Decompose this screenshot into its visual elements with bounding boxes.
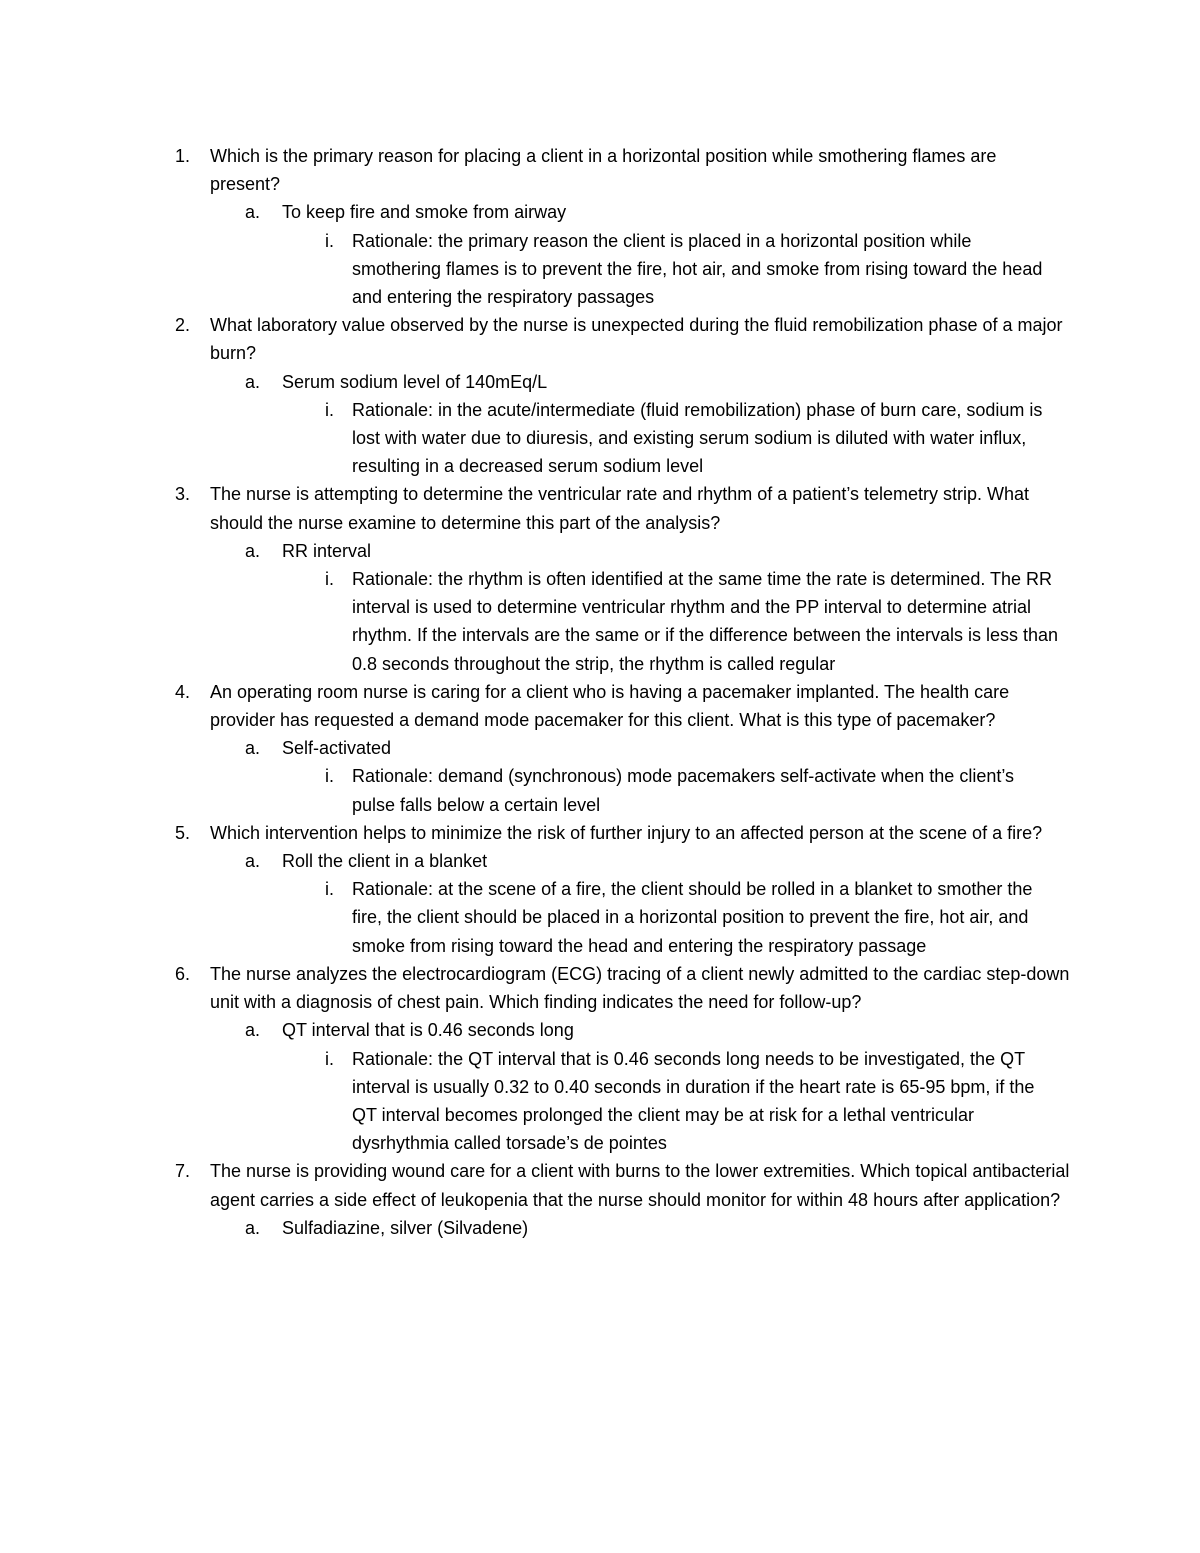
rationale-text: Rationale: at the scene of a fire, the client should be rolled in a blanket to smother the fire, the client should be placed in a horizontal position to prevent the fire, hot air, and smoke from rising toward the head and entering the respiratory passage <box>352 879 1033 956</box>
answer-item <box>0 198 1062 226</box>
rationale-text: Rationale: the rhythm is often identified at the same time the rate is determined. The RR interval is used to determine ventricular rhythm and the PP interval to determine atrial rhythm. If the intervals are the same or if the difference between the intervals is less than 0.8 seconds throughout the strip, the rhythm is called regular <box>352 569 1059 674</box>
answer-text: Serum sodium level of 140mEq/L <box>282 371 548 392</box>
rationale-item <box>0 396 1062 481</box>
answer-text: Sulfadiazine, silver (Silvadene) <box>282 1217 529 1238</box>
answer-text: QT interval that is 0.46 seconds long <box>282 1020 574 1041</box>
answer-item <box>0 847 1062 875</box>
answer-marker: a. <box>244 202 260 223</box>
answer-text: Self-activated <box>282 738 392 759</box>
answer-marker: a. <box>244 738 260 759</box>
rationale-marker: i. <box>325 230 334 251</box>
answer-text: RR interval <box>282 540 372 561</box>
question-item <box>0 480 1070 536</box>
answer-marker: a. <box>244 540 260 561</box>
question-number: 2. <box>174 315 190 336</box>
question-text: Which is the primary reason for placing a client in a horizontal position while smothering flames are present? <box>210 146 997 195</box>
question-list <box>0 142 1200 1242</box>
question-number: 6. <box>174 963 190 984</box>
answer-marker: a. <box>244 1217 260 1238</box>
answer-item <box>0 1016 1062 1044</box>
question-item <box>0 960 1070 1016</box>
answer-item <box>0 1214 1062 1242</box>
answer-item <box>0 537 1062 565</box>
rationale-text: Rationale: the QT interval that is 0.46 seconds long needs to be investigated, the QT interval is usually 0.32 to 0.40 seconds in duration if the heart rate is 65-95 bpm, if the QT interval becomes prolonged the client may be at risk for a lethal ventricular dysrhythmia called torsade’s de pointes <box>352 1048 1035 1154</box>
question-text: The nurse is attempting to determine the ventricular rate and rhythm of a patient’s telemetry strip. What should the nurse examine to determine this part of the analysis? <box>210 484 1030 533</box>
rationale-marker: i. <box>325 879 334 900</box>
question-text: The nurse analyzes the electrocardiogram (ECG) tracing of a client newly admitted to the cardiac step-down unit with a diagnosis of chest pain. Which finding indicates the need for follow-up? <box>210 963 1070 1013</box>
question-item <box>0 311 1070 367</box>
answer-marker: a. <box>244 371 260 392</box>
rationale-item <box>0 875 1062 960</box>
rationale-item <box>0 1045 1062 1158</box>
question-text: The nurse is providing wound care for a client with burns to the lower extremities. Which topical antibacterial agent carries a side effect of leukopenia that the nurse should monitor for within 48 hours after application? <box>210 1161 1070 1210</box>
question-item <box>0 1157 1070 1213</box>
rationale-marker: i. <box>325 1048 334 1069</box>
question-number: 4. <box>174 681 190 702</box>
question-text: What laboratory value observed by the nurse is unexpected during the fluid remobilization phase of a major burn? <box>210 315 1063 364</box>
question-number: 5. <box>174 822 190 843</box>
question-number: 3. <box>174 484 190 505</box>
question-text: An operating room nurse is caring for a client who is having a pacemaker implanted. The health care provider has requested a demand mode pacemaker for this client. What is this type of pacemaker? <box>210 681 1010 731</box>
question-item <box>0 819 1070 847</box>
rationale-marker: i. <box>325 399 334 420</box>
rationale-text: Rationale: in the acute/intermediate (fluid remobilization) phase of burn care, sodium is lost with water due to diuresis, and existing serum sodium is diluted with water influx, resulting in a decreased serum sodium level <box>352 399 1043 477</box>
question-number: 7. <box>174 1161 190 1182</box>
rationale-marker: i. <box>325 766 334 787</box>
answer-marker: a. <box>244 851 260 872</box>
rationale-item <box>0 762 1062 818</box>
question-item <box>0 678 1070 734</box>
answer-text: To keep fire and smoke from airway <box>282 202 567 223</box>
question-number: 1. <box>174 146 190 166</box>
rationale-text: Rationale: demand (synchronous) mode pacemakers self-activate when the client’s pulse falls below a certain level <box>352 766 1015 815</box>
answer-marker: a. <box>244 1020 260 1041</box>
rationale-marker: i. <box>325 569 334 590</box>
answer-text: Roll the client in a blanket <box>282 851 488 872</box>
rationale-item <box>0 227 1062 312</box>
rationale-item <box>0 565 1062 678</box>
answer-item <box>0 734 1062 762</box>
question-text: Which intervention helps to minimize the risk of further injury to an affected person at the scene of a fire? <box>210 822 1043 843</box>
rationale-text: Rationale: the primary reason the client is placed in a horizontal position while smothering flames is to prevent the fire, hot air, and smoke from rising toward the head and entering the respiratory passages <box>352 230 1043 308</box>
answer-item <box>0 368 1062 396</box>
question-item <box>0 142 1070 198</box>
